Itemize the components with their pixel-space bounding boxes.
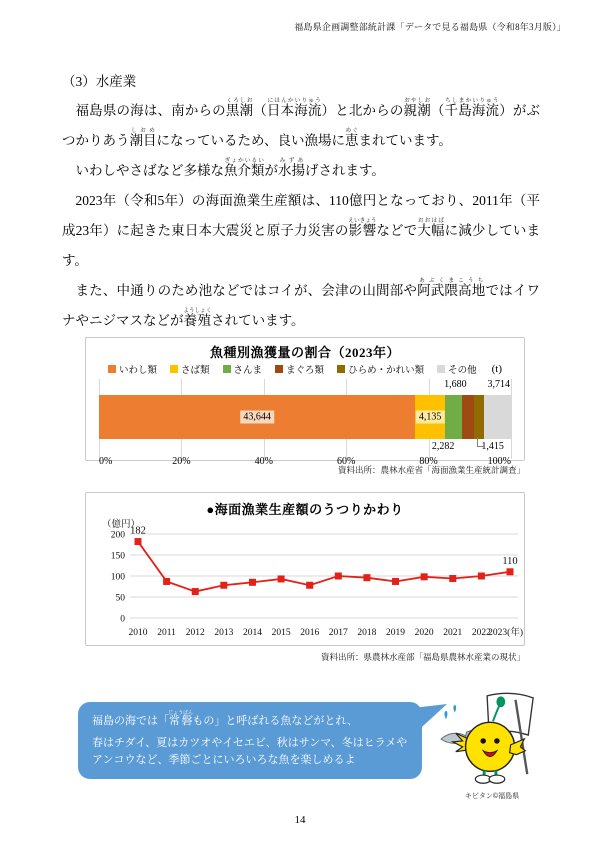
- body-paragraph: 2023年（令和5年）の海面漁業生産額は、110億円となっており、2011年（平成23年）に起きた東日本大震災と原子力災害の影響えいきょうなどで大幅おおはばに減少しています。: [62, 192, 541, 268]
- data-point-label: 110: [502, 555, 518, 567]
- gridline: [511, 379, 512, 459]
- ruby-annotated-text: 養殖ようしょく: [183, 307, 212, 328]
- speech-bubble: [78, 702, 422, 779]
- y-tick-label: 50: [115, 593, 125, 604]
- x-tick-label: 2013: [214, 628, 234, 638]
- body-paragraph: 福島県の海は、南からの黒潮くろしお（日本海流にほんかいりゅう）と北からの親潮おやしお（千島海流ちしまかいりゅう）がぶつかりあう潮目しおめになっているため、良い漁場に恵めぐまれています。: [62, 98, 541, 148]
- x-tick-label: 20%: [172, 456, 191, 467]
- data-point-marker: [135, 538, 142, 545]
- bar-data-label: 2,282: [431, 441, 455, 452]
- mascot-caption: キビタン©福島県: [464, 793, 520, 800]
- x-tick-label: 80%: [419, 456, 438, 467]
- source-note-bar-chart: 資料出所：農林水産省「海面漁業生産統計調査」: [337, 465, 525, 475]
- ruby-annotated-text: 影響えいきょう: [348, 217, 377, 238]
- bar-data-label: 1,415: [481, 441, 504, 452]
- production-trend-chart: [85, 492, 525, 646]
- ruby-annotated-text: 阿武隈高地あぶくまこうち: [417, 277, 486, 298]
- y-tick-label: 200: [110, 530, 125, 541]
- data-point-marker: [392, 578, 399, 585]
- body-paragraph: いわしやさばなど多様な魚介類ぎょかいるいが水揚みずあげされます。: [75, 157, 385, 178]
- x-tick-label: 2010: [128, 628, 148, 638]
- data-labels-above: [99, 379, 511, 393]
- data-line: [138, 542, 510, 592]
- bar-chart-legend: [86, 362, 524, 376]
- body-text: [62, 96, 540, 336]
- legend-label: さんま: [233, 366, 263, 376]
- right-shoe: [489, 775, 505, 783]
- section-title: （3）水産業: [62, 74, 137, 89]
- ruby-annotated-text: 潮目しおめ: [129, 127, 157, 148]
- x-tick-label: 2017: [328, 628, 348, 638]
- bar-chart-title: 魚種別漁獲量の割合（2023年）: [209, 345, 400, 360]
- x-tick-label: 2021: [443, 628, 463, 638]
- bar-segment-ひらめ・かれい類: [474, 395, 484, 439]
- mascot-callout: [0, 692, 600, 802]
- label-leader-line: [477, 437, 484, 447]
- x-tick-label: 0%: [99, 456, 113, 467]
- x-tick-label: 2014: [242, 628, 262, 638]
- x-tick-label: 2018: [357, 628, 377, 638]
- bar-data-label: 4,135: [416, 411, 445, 424]
- x-tick-label: 2016: [300, 628, 320, 638]
- legend-label: さば類: [181, 366, 210, 376]
- ruby-annotated-text: 常磐じょうばん: [168, 711, 194, 727]
- data-point-marker: [335, 573, 342, 580]
- legend-item: [337, 362, 424, 376]
- data-point-marker: [278, 575, 285, 582]
- left-eye: [480, 738, 485, 743]
- y-axis-unit-label: （億円）: [102, 520, 141, 530]
- data-point-marker: [249, 579, 256, 586]
- legend-label: いわし類: [119, 366, 158, 376]
- legend-swatch: [337, 365, 345, 373]
- ruby-annotated-text: 水揚みずあ: [278, 157, 305, 178]
- x-tick-label: 2015: [271, 628, 291, 638]
- speech-bubble-line: アンコウなど、季節ごとにいろいろな魚を楽しめるよ: [92, 754, 356, 767]
- fish-catch-share-chart: [85, 337, 525, 467]
- x-tick-label: 2019: [386, 628, 406, 638]
- bar-segment-さば類: [415, 395, 445, 439]
- body-paragraph: また、中通りのため池などではコイが、会津の山間部や阿武隈高地あぶくまこうちではイワナやニジマスなどが養殖ようしょくされています。: [62, 277, 541, 328]
- legend-item: [223, 362, 263, 376]
- bar-segment-その他: [484, 395, 511, 439]
- x-tick-label: 2020: [414, 628, 434, 638]
- source-note-line-chart: 資料出所：県農林水産部「福島県農林水産業の現状」: [320, 652, 525, 662]
- legend-swatch: [275, 365, 283, 373]
- kibitan-mascot: [436, 690, 548, 801]
- bar-data-label: 43,644: [240, 411, 274, 424]
- data-point-marker: [163, 578, 170, 585]
- data-point-marker: [421, 573, 428, 580]
- legend-swatch: [223, 365, 231, 373]
- x-tick-label: 2023(年): [488, 628, 523, 638]
- ruby-annotated-text: 恵めぐ: [344, 127, 359, 148]
- ruby-annotated-text: 大幅おおはば: [417, 217, 445, 238]
- line-chart-title: ●海面漁業生産額のうつりかわり: [206, 502, 404, 517]
- ruby-annotated-text: 魚介類ぎょかいるい: [224, 157, 265, 178]
- x-tick-label: 60%: [337, 456, 356, 467]
- x-tick-label: 40%: [254, 456, 273, 467]
- legend-label: その他: [448, 366, 477, 376]
- legend-item: [108, 362, 157, 376]
- unit-label: (t): [491, 363, 502, 375]
- bar-segment-さんま: [445, 395, 462, 439]
- bar-segment-いわし類: [99, 395, 415, 439]
- data-point-marker: [363, 574, 370, 581]
- ruby-annotated-text: 黒潮くろしお: [225, 98, 254, 118]
- ruby-annotated-text: 親潮おやしお: [403, 98, 431, 118]
- bar-data-label: 1,680: [444, 379, 467, 390]
- header-credit: 福島県企画調整部統計課「データで見る福島県（令和8年3月版）」: [294, 22, 566, 32]
- legend-label: ひらめ・かれい類: [348, 366, 425, 376]
- bar-data-label: 3,714: [487, 379, 511, 390]
- legend-item: [170, 362, 210, 376]
- data-labels-below: [99, 439, 511, 453]
- x-tick-label: 2011: [157, 628, 176, 638]
- droplet-icon: [444, 711, 447, 720]
- ruby-annotated-text: 日本海流にほんかいりゅう: [266, 98, 322, 118]
- bar-plot-area: [99, 379, 511, 470]
- kibitan-mascot-illustration: [438, 690, 546, 786]
- x-tick-label: 2012: [185, 628, 205, 638]
- legend-swatch: [437, 365, 445, 373]
- legend-swatch: [170, 365, 178, 373]
- legend-item: [437, 362, 477, 376]
- speech-bubble-line: 春はチダイ、夏はカツオやイセエビ、秋はサンマ、冬はヒラメや: [92, 737, 408, 750]
- page-number: 14: [294, 814, 306, 826]
- x-tick-label: 100%: [487, 456, 511, 467]
- stacked-bar: [99, 395, 511, 439]
- line-plot-area: [86, 518, 524, 644]
- kibitan-body: [466, 722, 515, 771]
- speech-bubble-line: 福島の海では「常磐じょうばんもの」と呼ばれる魚などがとれ、: [92, 711, 359, 727]
- y-tick-label: 100: [110, 572, 125, 583]
- right-eye: [494, 738, 499, 743]
- data-point-marker: [306, 582, 313, 589]
- antenna-tip: [496, 696, 505, 707]
- data-point-marker: [507, 568, 514, 575]
- data-point-marker: [220, 582, 227, 589]
- data-point-marker: [449, 575, 456, 582]
- data-point-label: 182: [130, 525, 146, 537]
- y-tick-label: 0: [120, 614, 125, 625]
- legend-items: [108, 362, 477, 376]
- ruby-annotated-text: 千島海流ちしまかいりゅう: [444, 98, 500, 118]
- droplet-icon: [453, 705, 456, 713]
- x-tick-label: 2022: [471, 628, 491, 638]
- legend-swatch: [108, 365, 116, 373]
- data-point-marker: [478, 573, 485, 580]
- bar-segment-まぐろ類: [462, 395, 474, 439]
- legend-label: まぐろ類: [286, 366, 325, 376]
- y-tick-label: 150: [110, 551, 125, 562]
- speech-bubble-text: [92, 711, 408, 769]
- data-point-marker: [192, 588, 199, 595]
- legend-item: [275, 362, 324, 376]
